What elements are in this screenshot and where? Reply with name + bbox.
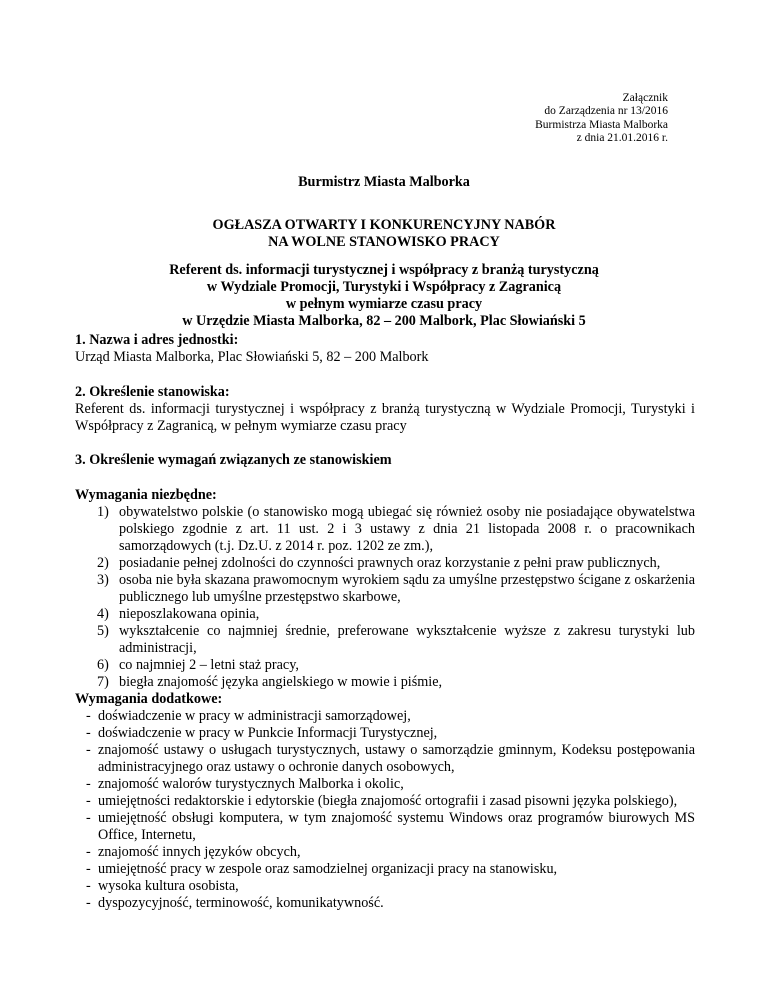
required-item	[75, 623, 695, 657]
additional-item	[75, 742, 695, 776]
item-text: znajomość walorów turystycznych Malborka i okolic,	[98, 776, 404, 792]
additional-item	[75, 708, 695, 725]
annex-line: do Zarządzenia nr 13/2016	[544, 105, 668, 118]
item-text: obywatelstwo polskie (o stanowisko mogą ubiegać się również osoby nie posiadające obywatelstwa polskiego zgodnie z art. 11 ust. 2 i 3 ustawy z dnia 21 listopada 2008 r. o pracownikach samorządowych (t.j. Dz.U. z 2014 r. poz. 1202 ze zm.),	[119, 504, 695, 554]
item-text: osoba nie była skazana prawomocnym wyrokiem sądu za umyślne przestępstwo ścigane z oskarżenia publicznego lub umyślne przestępstwo skarbowe,	[119, 572, 695, 605]
announcement-line: NA WOLNE STANOWISKO PRACY	[268, 234, 500, 250]
required-item	[75, 504, 695, 555]
section-text: Referent ds. informacji turystycznej i współpracy z branżą turystyczną w Wydziale Promocji, Turystyki i Współpracy z Zagranicą, w pełnym wymiarze czasu pracy	[75, 401, 695, 434]
required-item	[75, 606, 695, 623]
additional-item	[75, 725, 695, 742]
annex-line: z dnia 21.01.2016 r.	[576, 132, 668, 145]
item-number: 7)	[97, 674, 109, 690]
position-line: Referent ds. informacji turystycznej i współpracy z branżą turystyczną	[169, 262, 599, 278]
dash-bullet: -	[86, 810, 91, 826]
item-text: posiadanie pełnej zdolności do czynności prawnych oraz korzystanie z pełni praw publicznych,	[119, 555, 661, 571]
additional-item	[75, 793, 695, 810]
section-heading: 3. Określenie wymagań związanych ze stanowiskiem	[75, 452, 392, 468]
dash-bullet: -	[86, 895, 91, 911]
additional-item	[75, 861, 695, 878]
announcement-title	[60, 217, 708, 251]
item-number: 5)	[97, 623, 109, 639]
announcement-line: OGŁASZA OTWARTY I KONKURENCYJNY NABÓR	[212, 217, 556, 233]
required-item	[75, 674, 695, 691]
item-text: doświadczenie w pracy w administracji samorządowej,	[98, 708, 411, 724]
section-text: Urząd Miasta Malborka, Plac Słowiański 5, 82 – 200 Malbork	[75, 349, 429, 365]
item-text: umiejętność obsługi komputera, w tym znajomość systemu Windows oraz programów biurowych MS Office, Internetu,	[98, 810, 695, 843]
position-line: w Urzędzie Miasta Malborka, 82 – 200 Malbork, Plac Słowiański 5	[182, 313, 586, 329]
item-text: umiejętność pracy w zespole oraz samodzielnej organizacji pracy na stanowisku,	[98, 861, 558, 877]
item-text: biegła znajomość języka angielskiego w mowie i piśmie,	[119, 674, 443, 690]
item-number: 6)	[97, 657, 109, 673]
annex-line: Załącznik	[622, 92, 668, 104]
issuer-title	[60, 174, 708, 191]
position-line: w Wydziale Promocji, Turystyki i Współpracy z Zagranicą	[206, 279, 562, 295]
additional-item	[75, 776, 695, 793]
item-text: znajomość innych języków obcych,	[98, 844, 301, 860]
requirements-block	[75, 487, 695, 912]
section-unit-address	[75, 332, 695, 366]
additional-item	[75, 895, 695, 912]
item-number: 1)	[97, 504, 109, 520]
dash-bullet: -	[86, 742, 91, 758]
dash-bullet: -	[86, 708, 91, 724]
required-list	[75, 504, 695, 691]
item-text: co najmniej 2 – letni staż pracy,	[119, 657, 299, 673]
required-item	[75, 572, 695, 606]
item-text: nieposzlakowana opinia,	[119, 606, 260, 622]
dash-bullet: -	[86, 861, 91, 877]
required-item	[75, 657, 695, 674]
required-heading: Wymagania niezbędne:	[75, 487, 217, 503]
additional-heading: Wymagania dodatkowe:	[75, 691, 223, 707]
annex-note	[408, 92, 668, 146]
dash-bullet: -	[86, 776, 91, 792]
position-title	[60, 262, 708, 330]
section-heading: 2. Określenie stanowiska:	[75, 384, 230, 400]
position-line: w pełnym wymiarze czasu pracy	[285, 296, 483, 312]
item-text: dyspozycyjność, terminowość, komunikatywność.	[98, 895, 384, 911]
annex-line: Burmistrza Miasta Malborka	[535, 118, 668, 131]
item-text: znajomość ustawy o usługach turystycznych, ustawy o samorządzie gminnym, Kodeksu postępowania administracyjnego oraz ustawy o ochronie danych osobowych,	[98, 742, 695, 775]
section-position	[75, 384, 695, 435]
additional-item	[75, 878, 695, 895]
item-number: 4)	[97, 606, 109, 622]
item-text: wysoka kultura osobista,	[98, 878, 239, 894]
item-number: 3)	[97, 572, 109, 588]
dash-bullet: -	[86, 878, 91, 894]
additional-item	[75, 810, 695, 844]
dash-bullet: -	[86, 844, 91, 860]
item-number: 2)	[97, 555, 109, 571]
issuer-text: Burmistrz Miasta Malborka	[298, 174, 470, 190]
additional-list	[75, 708, 695, 912]
additional-item	[75, 844, 695, 861]
item-text: wykształcenie co najmniej średnie, preferowane wykształcenie wyższe z zakresu turystyki lub administracji,	[119, 623, 695, 656]
required-item	[75, 555, 695, 572]
item-text: umiejętności redaktorskie i edytorskie (biegła znajomość ortografii i zasad pisowni języka polskiego),	[98, 793, 678, 809]
section-heading: 1. Nazwa i adres jednostki:	[75, 332, 239, 348]
item-text: doświadczenie w pracy w Punkcie Informacji Turystycznej,	[98, 725, 438, 741]
section-requirements	[75, 452, 695, 469]
dash-bullet: -	[86, 793, 91, 809]
dash-bullet: -	[86, 725, 91, 741]
